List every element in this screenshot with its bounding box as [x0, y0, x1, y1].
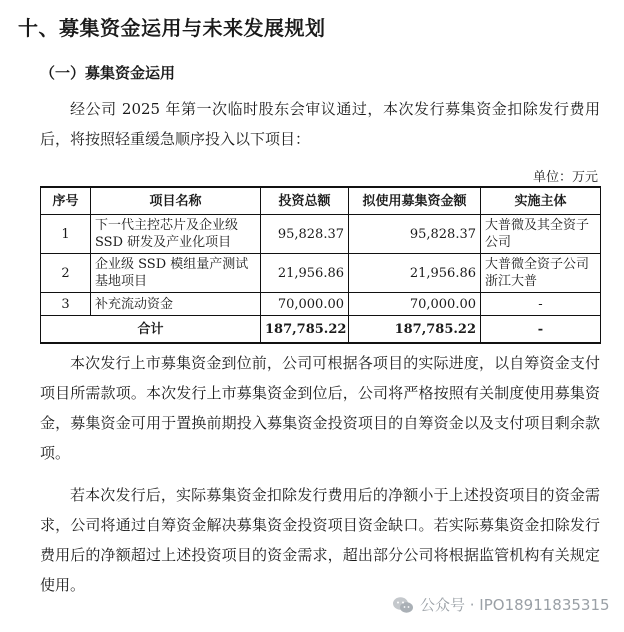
- table-row: [41, 293, 601, 316]
- cell-total: 70,000.00: [261, 293, 349, 316]
- intro-paragraph: 经公司 2025 年第一次临时股东会审议通过，本次发行募集资金扣除发行费用后，将按照轻重缓急顺序投入以下项目：: [40, 100, 600, 148]
- col-header-total: 投资总额: [261, 187, 349, 215]
- cell-total-sum: 187,785.22: [261, 316, 349, 344]
- cell-total: 95,828.37: [261, 215, 349, 254]
- cell-total: 21,956.86: [261, 254, 349, 293]
- table-row: [41, 215, 601, 254]
- wechat-watermark: [392, 594, 610, 615]
- cell-entity: 大普微全资子公司浙江大普: [481, 254, 601, 293]
- col-header-no: 序号: [41, 187, 91, 215]
- cell-raised: 21,956.86: [349, 254, 481, 293]
- cell-entity: 大普微及其全资子公司: [481, 215, 601, 254]
- cell-raised: 70,000.00: [349, 293, 481, 316]
- cell-name: 企业级 SSD 模组量产测试基地项目: [91, 254, 261, 293]
- cell-name: 补充流动资金: [91, 293, 261, 316]
- table-total-row: [41, 316, 601, 344]
- cell-name: 下一代主控芯片及企业级 SSD 研发及产业化项目: [91, 215, 261, 254]
- subsection-heading: （一）募集资金运用: [40, 64, 176, 82]
- wechat-icon: [392, 596, 414, 614]
- cell-no: 3: [41, 293, 91, 316]
- cell-no: 1: [41, 215, 91, 254]
- cell-total-label: 合计: [41, 316, 261, 344]
- paragraph-funding-before: 本次发行上市募集资金到位前，公司可根据各项目的实际进度，以自筹资金支付项目所需款项。本次发行上市募集资金到位后，公司将严格按照有关制度使用募集资金，募集资金可用于置换前期投入募集资金投资项目的自筹资金以及支付项目剩余款项。: [40, 354, 600, 462]
- paragraph-funding-gap: 若本次发行后，实际募集资金扣除发行费用后的净额小于上述投资项目的资金需求，公司将通过自筹资金解决募集资金投资项目资金缺口。若实际募集资金扣除发行费用后的净额超过上述投资项目的资金需求，超出部分公司将根据监管机构有关规定使用。: [40, 486, 600, 594]
- table-header-row: [41, 187, 601, 215]
- col-header-raised: 拟使用募集资金额: [349, 187, 481, 215]
- col-header-entity: 实施主体: [481, 187, 601, 215]
- cell-entity-sum: -: [481, 316, 601, 344]
- cell-raised: 95,828.37: [349, 215, 481, 254]
- table-row: [41, 254, 601, 293]
- cell-entity: -: [481, 293, 601, 316]
- projects-table: [40, 186, 601, 344]
- section-heading: 十、募集资金运用与未来发展规划: [18, 16, 326, 40]
- watermark-text: 公众号 · IPO18911835315: [420, 596, 610, 614]
- cell-raised-sum: 187,785.22: [349, 316, 481, 344]
- col-header-name: 项目名称: [91, 187, 261, 215]
- unit-label: 单位：万元: [532, 170, 598, 185]
- cell-no: 2: [41, 254, 91, 293]
